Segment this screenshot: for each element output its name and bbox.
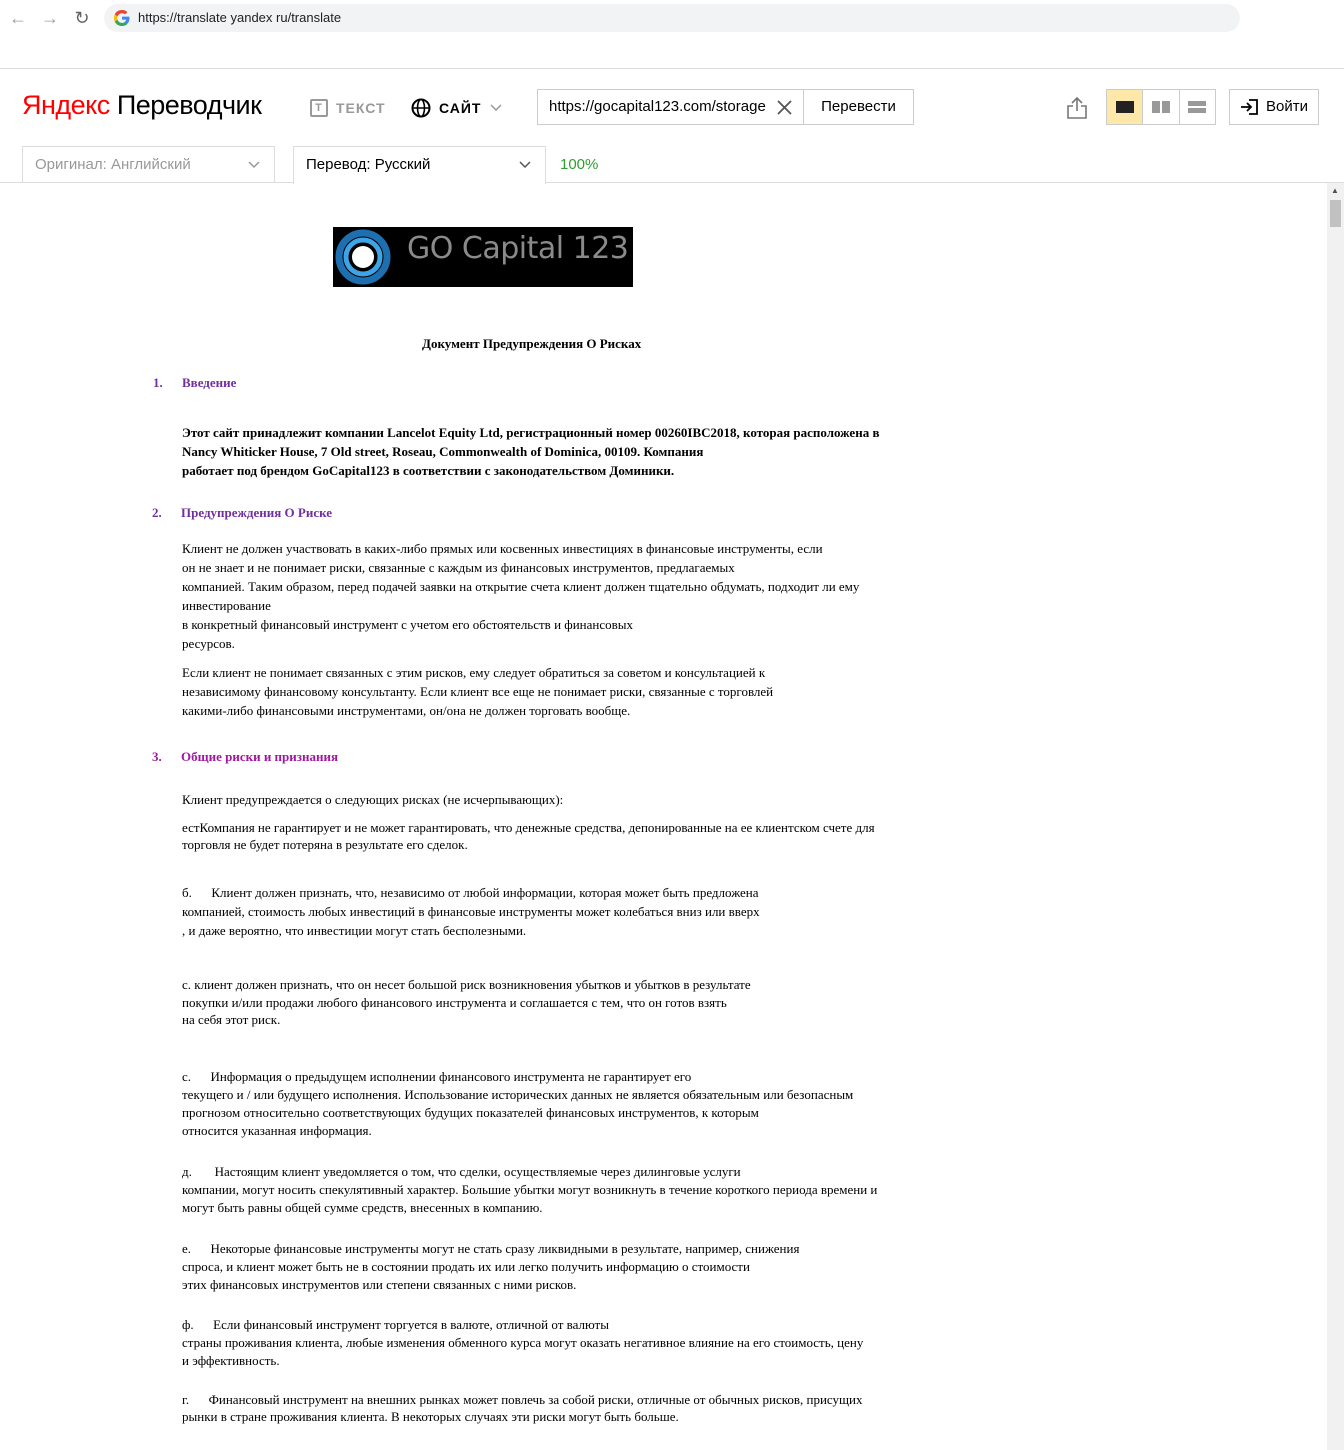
address-bar[interactable] <box>104 4 1240 32</box>
section-2-paragraph-1: Клиент не должен участвовать в каких-либо прямых или косвенных инвестициях в финансовые инструменты, если он не знает и не понимает риски, связанные с каждым из финансовых инструментов, предлагаемых компанией. Таким образом, перед подачей заявки на открытие счета клиент должен тщательно обдумать, подходит ли ему инвестирование в конкретный финансовый инструмент с учетом его обстоятельств и финансовых ресурсов. <box>182 541 860 651</box>
forward-icon[interactable]: → <box>41 8 59 28</box>
document-title: Документ Предупреждения О Рисках <box>422 336 642 351</box>
translation-progress: 100% <box>560 156 599 173</box>
share-icon[interactable] <box>1066 96 1088 120</box>
source-language-label: Оригинал: Английский <box>35 156 191 173</box>
section-3-intro: Клиент предупреждается о следующих рисках (не исчерпывающих): <box>182 792 564 807</box>
google-icon <box>114 10 130 26</box>
stacked-view-icon <box>1188 101 1206 113</box>
section-3-item-a: естКомпания не гарантирует и не может гарантировать, что денежные средства, депонированные на ее клиентском счете для торговля не будет потеряна в результате его сделок. <box>182 820 875 852</box>
chevron-down-icon <box>248 161 260 169</box>
section-2-number: 2. <box>152 505 162 520</box>
mode-text-label: ТЕКСТ <box>336 100 386 116</box>
site-url-value: https://gocapital123.com/storage <box>549 98 766 115</box>
logo-brand: Яндекс <box>22 90 110 120</box>
section-3-item-b: б. Клиент должен признать, что, независимо от любой информации, которая может быть предложена компанией, стоимость любых инвестиций в финансовые инструменты может колебаться вниз или вверх , и даже вероятно, что инвестиции могут стать бесполезными. <box>182 885 760 938</box>
section-2-paragraph-2: Если клиент не понимает связанных с этим рисков, ему следует обратиться за советом и консультацией к независимому финансовому консультанту. Если клиент все еще не понимает риски, связанные с торговлей какими-либо финансовыми инструментами, он/она не должен торговать вообще. <box>182 665 774 718</box>
logo-product: Переводчик <box>116 90 262 120</box>
section-1-paragraph: Этот сайт принадлежит компании Lancelot Equity Ltd, регистрационный номер 00260IBC2018, которая расположена в Nancy Whiticker House, 7 Old street, Roseau, Commonwealth of Dominica, 00109. Компания работает под брендом GoCapital123 в соответствии с законодательством Доминики. <box>182 425 880 478</box>
source-language-select[interactable] <box>22 146 275 183</box>
section-3-item-c1: с. клиент должен признать, что он несет большой риск возникновения убытков и убытков в результате покупки и/или продажи любого финансового инструмента и соглашается с тем, что он готов взять на себя этот риск. <box>182 977 751 1027</box>
site-url-input[interactable] <box>537 89 803 125</box>
page-scrollbar[interactable] <box>1327 183 1344 1450</box>
globe-icon <box>411 98 431 118</box>
section-1-number: 1. <box>153 375 163 390</box>
target-language-select[interactable] <box>293 146 546 184</box>
company-logo <box>333 227 633 287</box>
login-button[interactable] <box>1229 89 1319 125</box>
yandex-logo[interactable] <box>22 90 261 121</box>
translate-button[interactable]: Перевести <box>803 89 914 125</box>
scroll-up-icon[interactable]: ▲ <box>1331 186 1339 195</box>
section-3-item-f: ф. Если финансовый инструмент торгуется в валюте, отличной от валюты страны проживания клиента, любые изменения обменного курса могут оказать негативное влияние на его стоимость, цену и эффективность. <box>182 1317 864 1368</box>
login-label: Войти <box>1266 98 1308 115</box>
reload-icon[interactable]: ↻ <box>74 8 90 28</box>
section-3-title: Общие риски и признания <box>181 749 338 764</box>
section-1-title: Введение <box>182 375 237 390</box>
view-split-button[interactable] <box>1143 90 1179 124</box>
translated-document <box>0 183 1327 1450</box>
section-2-title: Предупреждения О Риске <box>181 505 333 520</box>
clear-icon[interactable] <box>776 99 793 116</box>
login-icon <box>1240 99 1258 115</box>
view-single-button[interactable] <box>1107 90 1143 124</box>
browser-toolbar <box>0 0 1344 69</box>
single-view-icon <box>1116 101 1134 113</box>
section-3-number: 3. <box>152 749 162 764</box>
section-3-item-g: г. Финансовый инструмент на внешних рынках может повлечь за собой риски, отличные от обычных рисков, присущих рынки в стране проживания клиента. В некоторых случаях эти риски могут быть больше. <box>182 1392 863 1424</box>
text-mode-icon: T <box>310 99 328 117</box>
logo-text: GO Capital 123 <box>407 231 629 266</box>
mode-site-label: САЙТ <box>439 100 482 116</box>
address-url[interactable]: https://translate yandex ru/translate <box>138 10 342 25</box>
back-icon[interactable]: ← <box>9 8 27 28</box>
section-3-item-d: д. Настоящим клиент уведомляется о том, что сделки, осуществляемые через дилинговые услуги компании, могут носить спекулятивный характер. Большие убытки могут возникнуть в течение короткого периода времени и могут быть равны общей сумме средств, внесенных в компанию. <box>182 1164 878 1215</box>
view-mode-group <box>1106 89 1216 125</box>
scroll-thumb[interactable] <box>1330 200 1341 227</box>
chevron-down-icon[interactable] <box>490 104 502 112</box>
view-stacked-button[interactable] <box>1180 90 1215 124</box>
logo-ring-icon <box>335 229 391 285</box>
section-3-item-c2: с. Информация о предыдущем исполнении финансового инструмента не гарантирует его текущего и / или будущего исполнения. Использование исторических данных не является обязательным или безопасным прогнозом относительно соответствующих будущих показателей финансовых инструментов, к которым относится указанная информация. <box>182 1069 854 1138</box>
mode-text-tab[interactable] <box>310 97 386 119</box>
split-view-icon <box>1152 101 1170 113</box>
target-language-label: Перевод: Русский <box>306 156 431 173</box>
section-3-item-e: е. Некоторые финансовые инструменты могут не стать сразу ликвидными в результате, например, снижения спроса, и клиент может быть не в состоянии продать их или легко получить информацию о стоимости этих финансовых инструментов или степени связанных с ними рисков. <box>182 1241 800 1292</box>
mode-site-tab[interactable] <box>411 97 502 119</box>
chevron-down-icon <box>519 161 531 169</box>
